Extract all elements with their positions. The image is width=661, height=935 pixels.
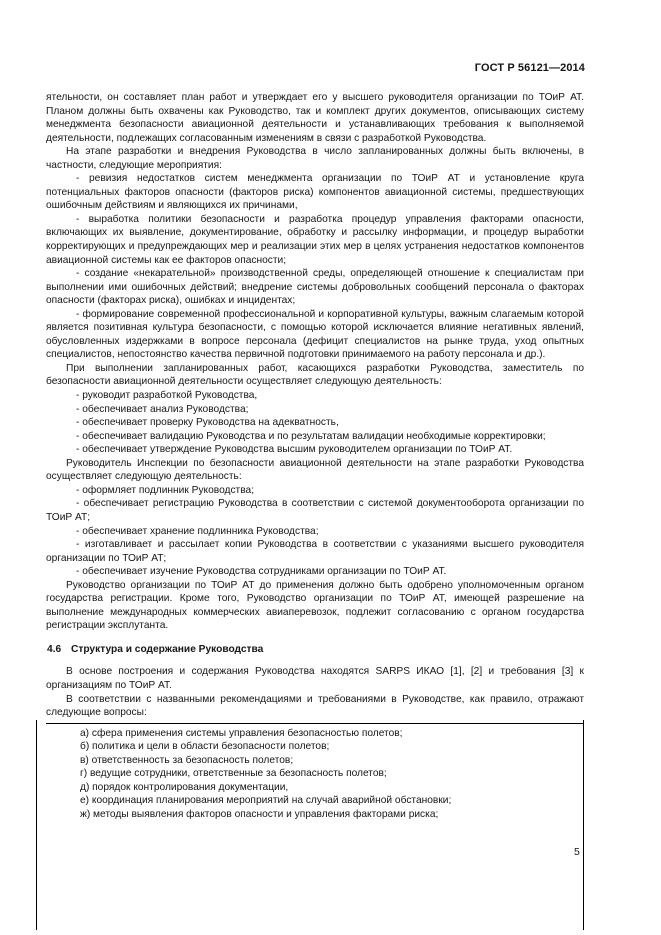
document-body xyxy=(46,91,584,821)
list-item: б) политика и цели в области безопасности полетов; xyxy=(80,741,330,753)
list-item: - оформляет подлинник Руководства; xyxy=(76,484,255,496)
paragraph: В соответствии с названными рекомендациями и требованиями в Руководстве, как правило, отражают следующие вопросы: xyxy=(46,693,584,719)
list-item: - руководит разработкой Руководства, xyxy=(76,390,258,402)
paragraph: Руководитель Инспекции по безопасности авиационной деятельности на этапе разработки Руководства осуществляет следующую деятельность: xyxy=(46,457,584,483)
list-item: а) сфера применения системы управления безопасностью полетов; xyxy=(80,727,403,739)
list-item: ж) методы выявления факторов опасности и управления факторами риска; xyxy=(80,808,439,820)
list-item: - ревизия недостатков систем менеджмента организации по ТОиР АТ и установление круга потенциальных факторов опасности (факторов риска) компонентов авиационной системы, предшествующих ошибочным действиям и являющихся их причинами, xyxy=(46,173,584,212)
paragraph: ятельности, он составляет план работ и утверждает его у высшего руководителя организации по ТОиР АТ. Планом должны быть охвачены как Руководство, так и комплект других документов, описывающих систему менеджмента безопасности авиационной деятельности и устанавливающих требования к выполняемой деятельности, подлежащих согласованным изменениям в связи с разработкой Руководства. xyxy=(46,92,584,144)
list-item: - обеспечивает регистрацию Руководства в соответствии с системой документооборота организации по ТОиР АТ; xyxy=(46,498,584,523)
list-item: - обеспечивает валидацию Руководства и по результатам валидации необходимые корректировки; xyxy=(76,430,546,442)
list-item: д) порядок контролирования документации, xyxy=(80,781,289,793)
list-item: в) ответственность за безопасность полетов; xyxy=(80,754,294,766)
list-item: г) ведущие сотрудники, ответственные за безопасность полетов; xyxy=(80,768,387,780)
list-item: - обеспечивает проверку Руководства на адекватность, xyxy=(76,417,339,429)
paragraph: Руководство организации по ТОиР АТ до применения должно быть одобрено уполномоченным органом государства регистрации. Кроме того, Руководство организации по ТОиР АТ, имеющей разрешение на выполнение международных коммерческих авиаперевозок, подлежит согласованию с органом государства регистрации эксплутанта. xyxy=(46,579,584,632)
list-item: - обеспечивает хранение подлинника Руководства; xyxy=(76,525,319,537)
list-item: - обеспечивает утверждение Руководства высшим руководителем организации по ТОиР АТ. xyxy=(76,444,513,456)
frame-right-border xyxy=(583,720,584,930)
list-item: - обеспечивает изучение Руководства сотрудниками организации по ТОиР АТ. xyxy=(76,566,447,578)
paragraph: При выполнении запланированных работ, касающихся разработки Руководства, заместитель по безопасности авиационной деятельности осуществляет следующую деятельность: xyxy=(46,362,584,388)
list-item: - выработка политики безопасности и разработка процедур управления факторами опасности, включающих их выявление, документирование, обработку и рассылку информации, и процедур выработки корректирующих и предупреждающих мер и реализации этих мер в целях устранения недостатков компонентов авиационной системы как ее факторов опасности; xyxy=(46,213,584,266)
list-item: е) координация планирования мероприятий на случай аварийной обстановки; xyxy=(80,795,452,807)
frame-left-border xyxy=(36,720,37,930)
contents-frame xyxy=(46,723,584,822)
standard-code-header: ГОСТ Р 56121—2014 xyxy=(474,62,585,74)
section-heading xyxy=(46,643,584,657)
list-item: - изготавливает и рассылает копии Руководства в соответствии с указаниями высшего руководителя организации по ТОиР АТ; xyxy=(46,539,584,564)
section-number: 4.6 xyxy=(47,643,62,655)
paragraph: В основе построения и содержания Руководства находятся SARPS ИКАО [1], [2] и требования [3] к организациям по ТОиР АТ. xyxy=(46,666,584,691)
section-title: Структура и содержание Руководства xyxy=(71,643,264,655)
list-item: - формирование современной профессиональной и корпоративной культуры, важным слагаемым которой является позитивная культура безопасности, с помощью которой исключается влияние негативных явлений, обусловленных издержками в вопросе персонала (дефицит специалистов на рынке труда, уход опытных специалистов, непостоянство качества первичной подготовки принимаемого на работу персонала и др.). xyxy=(46,308,584,361)
list-item: - создание «некарательной» производственной среды, определяющей отношение к специалистам при выполнении ими ошибочных действий; внедрение системы добровольных сообщений персонала о факторах опасности (факторах риска), ошибках и инцидентах; xyxy=(46,268,584,307)
list-item: - обеспечивает анализ Руководства; xyxy=(76,403,249,415)
page-number: 5 xyxy=(574,846,580,858)
paragraph: На этапе разработки и внедрения Руководства в число запланированных должны быть включены, в частности, следующие мероприятия: xyxy=(46,146,584,171)
